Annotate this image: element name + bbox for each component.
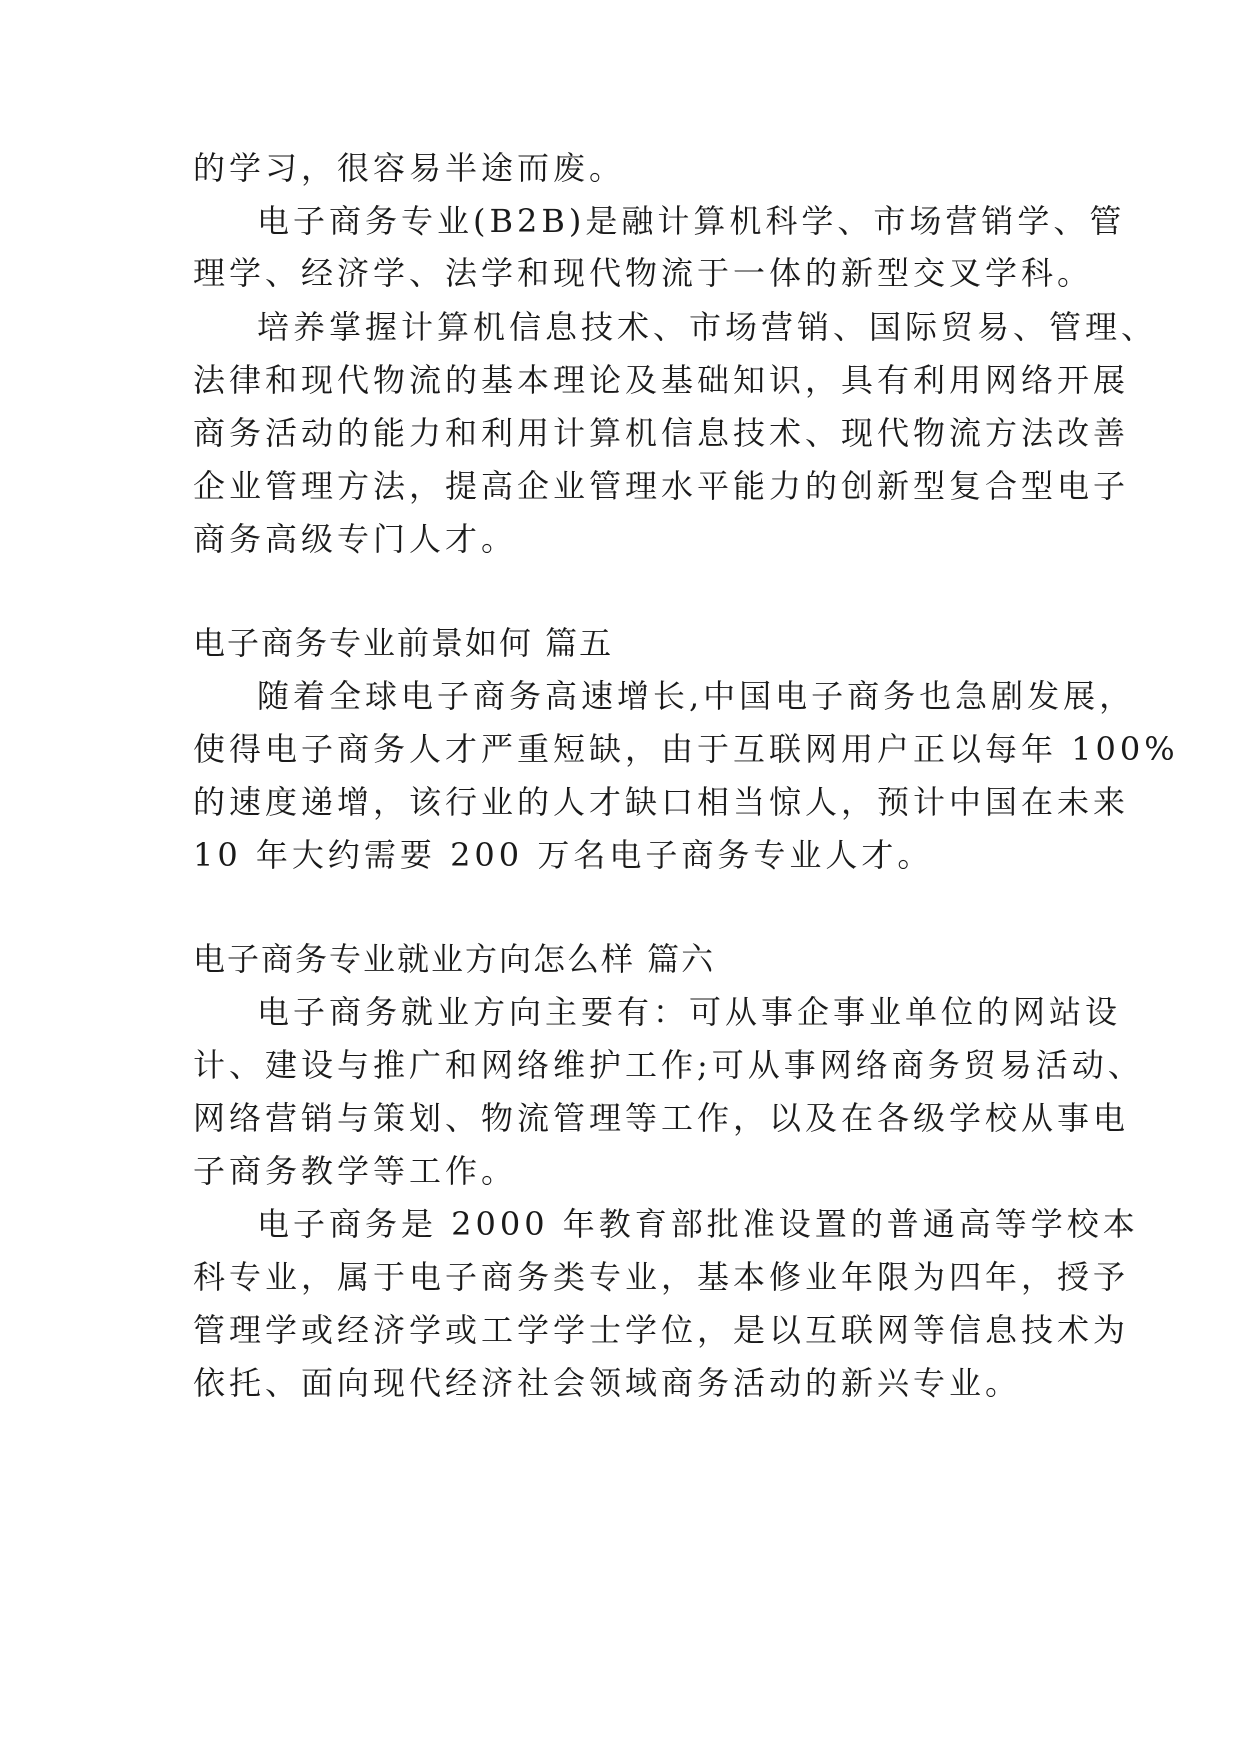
body-text-line: 商务高级专门人才。 <box>193 520 518 558</box>
body-text-line: 计、建设与推广和网络维护工作;可从事网络商务贸易活动、 <box>193 1046 1144 1084</box>
section-heading: 电子商务专业就业方向怎么样 篇六 <box>193 940 716 978</box>
body-text-line: 依托、面向现代经济社会领域商务活动的新兴专业。 <box>193 1364 1022 1402</box>
body-text-line: 子商务教学等工作。 <box>193 1152 518 1190</box>
body-text-line: 商务活动的能力和利用计算机信息技术、现代物流方法改善 <box>193 414 1130 452</box>
paragraph-first-line: 电子商务是 2000 年教育部批准设置的普通高等学校本 <box>257 1205 1139 1243</box>
paragraph-first-line: 电子商务就业方向主要有：可从事企事业单位的网站设 <box>257 993 1122 1031</box>
body-text-line: 的速度递增，该行业的人才缺口相当惊人，预计中国在未来 <box>193 783 1130 821</box>
body-text-line: 使得电子商务人才严重短缺，由于互联网用户正以每年 100% <box>193 730 1179 768</box>
paragraph-first-line: 随着全球电子商务高速增长,中国电子商务也急剧发展， <box>257 677 1136 715</box>
paragraph-first-line: 培养掌握计算机信息技术、市场营销、国际贸易、管理、 <box>257 308 1158 346</box>
body-text-line: 科专业，属于电子商务类专业，基本修业年限为四年，授予 <box>193 1258 1130 1296</box>
body-text-line: 的学习，很容易半途而废。 <box>193 149 626 187</box>
body-text-line: 10 年大约需要 200 万名电子商务专业人才。 <box>193 836 934 874</box>
body-text-line: 企业管理方法，提高企业管理水平能力的创新型复合型电子 <box>193 467 1130 505</box>
body-text-line: 网络营销与策划、物流管理等工作，以及在各级学校从事电 <box>193 1099 1130 1137</box>
body-text-line: 法律和现代物流的基本理论及基础知识，具有利用网络开展 <box>193 361 1130 399</box>
body-text-line: 管理学或经济学或工学学士学位，是以互联网等信息技术为 <box>193 1311 1130 1349</box>
paragraph-first-line: 电子商务专业(B2B)是融计算机科学、市场营销学、管 <box>257 202 1126 240</box>
section-heading: 电子商务专业前景如何 篇五 <box>193 624 614 662</box>
body-text-line: 理学、经济学、法学和现代物流于一体的新型交叉学科。 <box>193 254 1094 292</box>
